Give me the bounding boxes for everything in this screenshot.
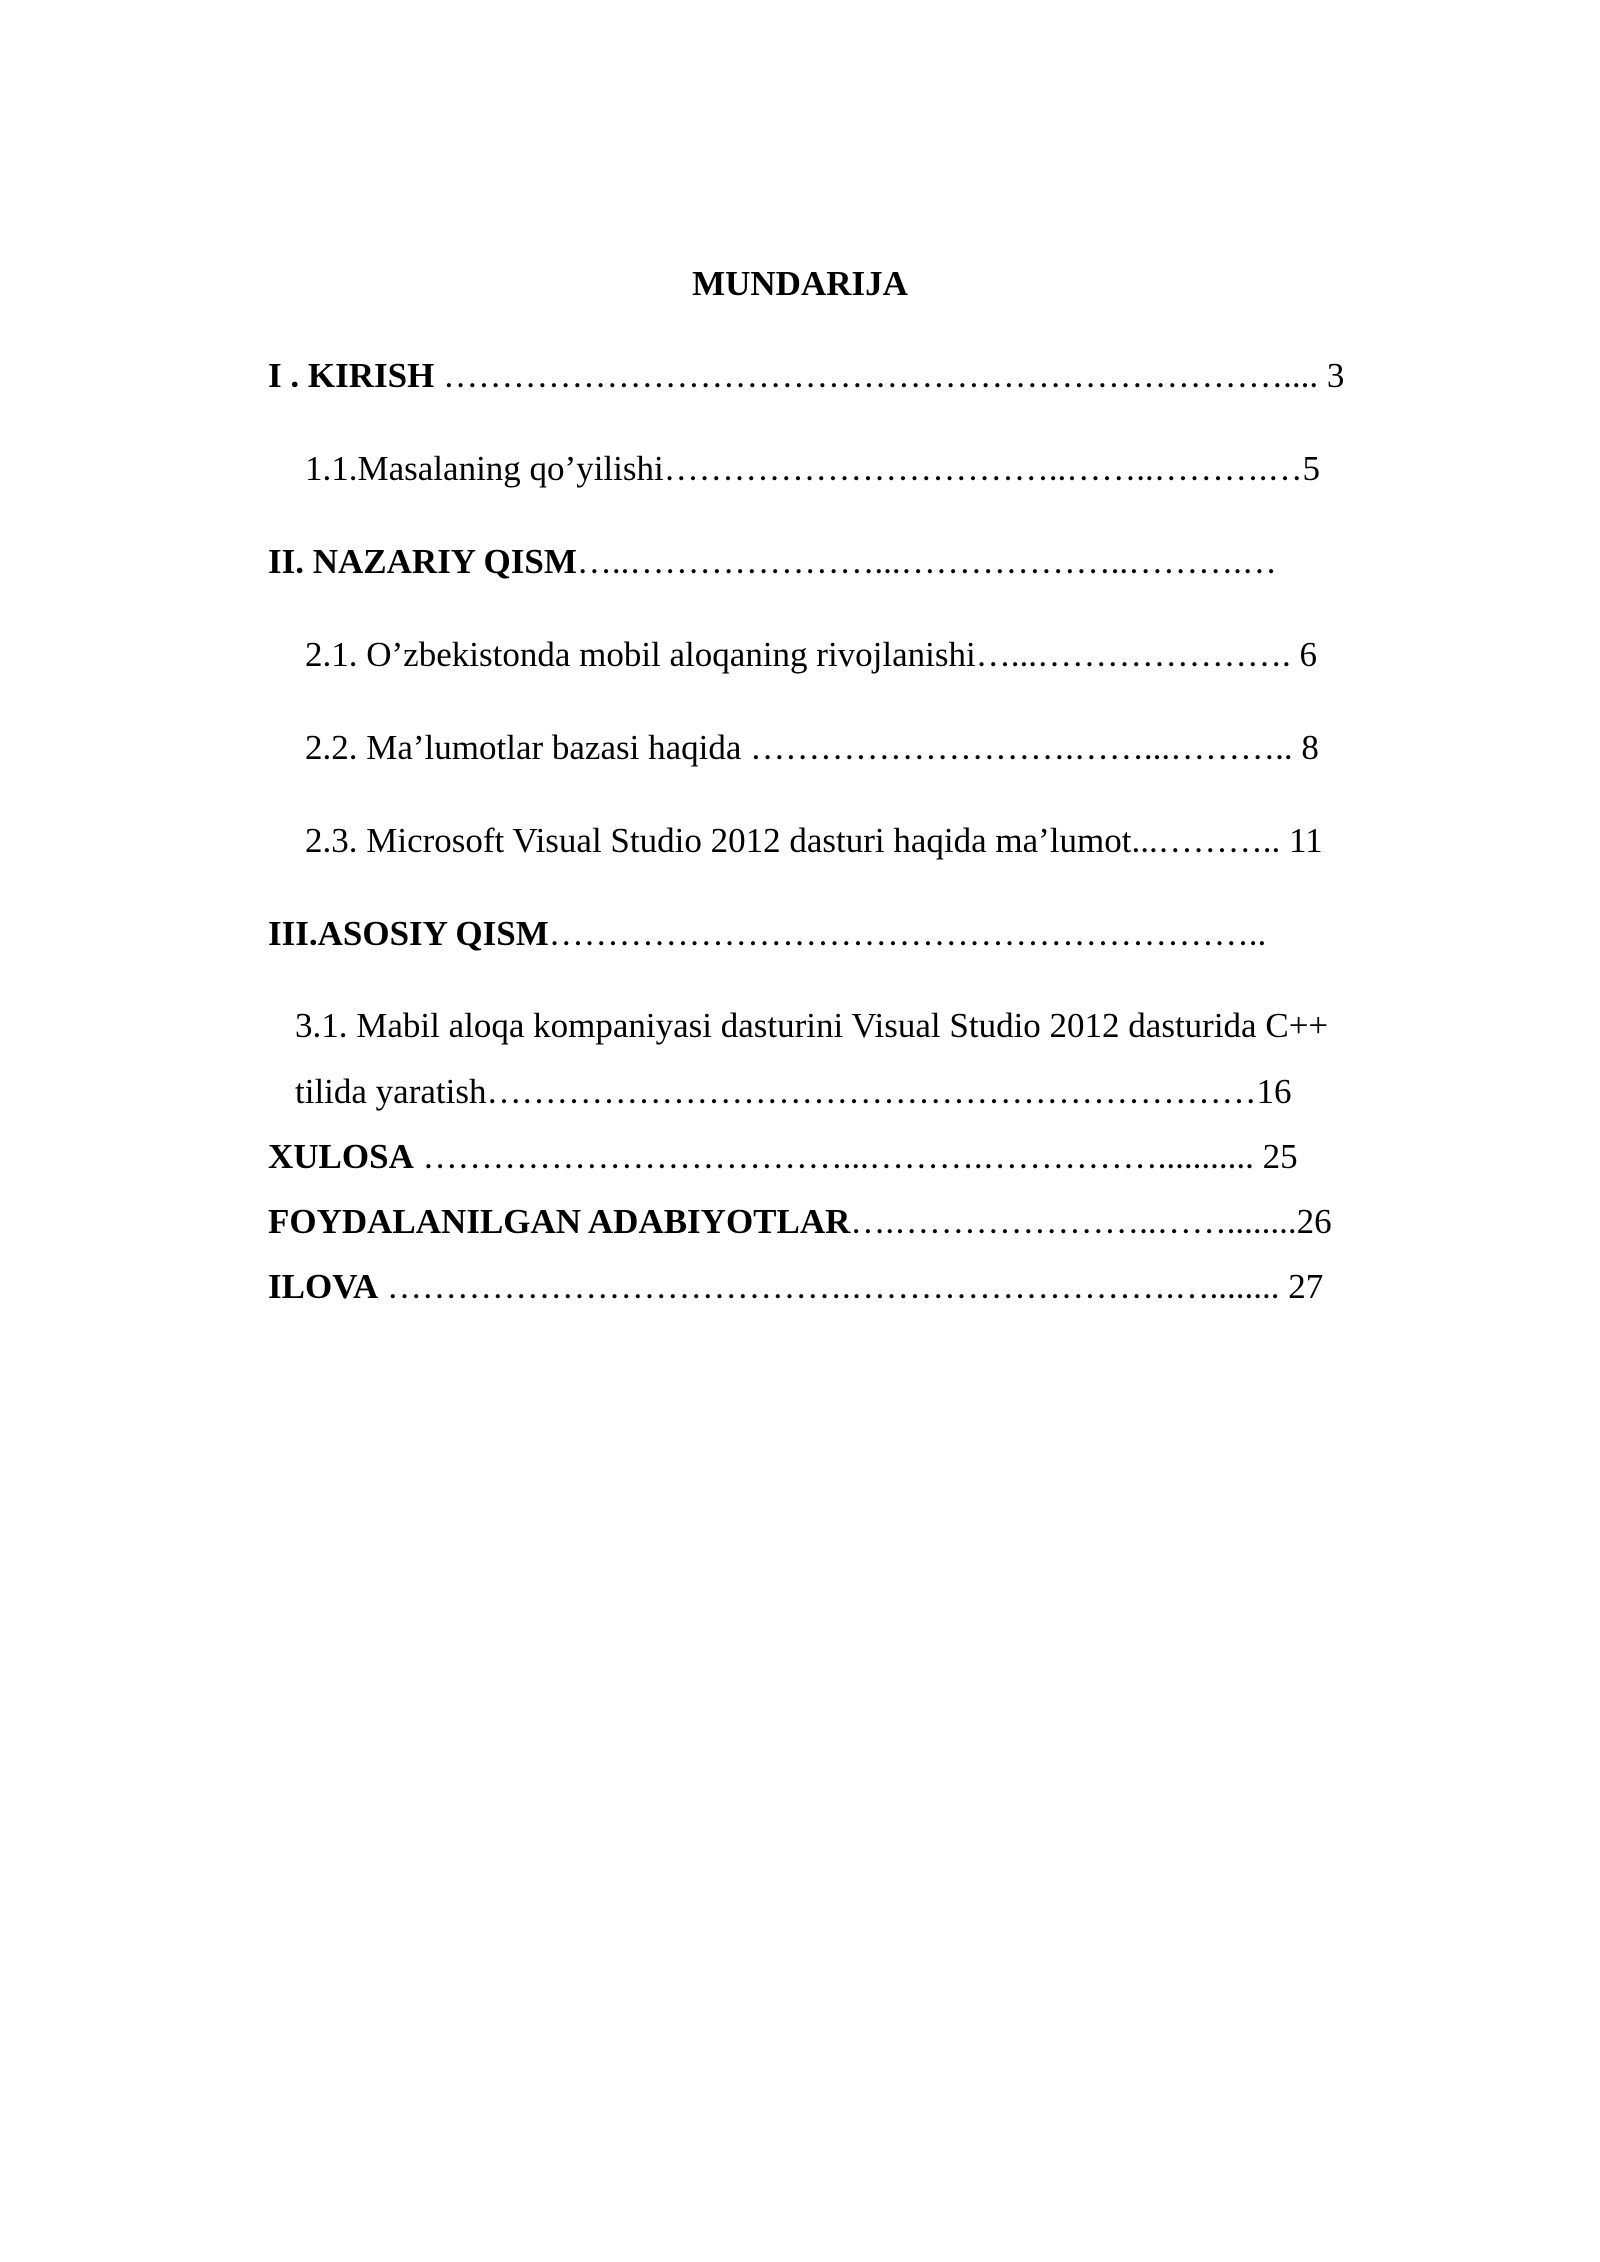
toc-entry-label: III.ASOSIY QISM bbox=[268, 914, 549, 953]
toc-page-number: 6 bbox=[1299, 635, 1317, 674]
toc-entry-2-3 bbox=[305, 819, 1323, 863]
toc-leader: …...…………………. bbox=[975, 635, 1300, 674]
toc-entry-label: XULOSA bbox=[268, 1137, 414, 1176]
toc-page-number: 5 bbox=[1302, 449, 1320, 488]
toc-entry-ilova bbox=[268, 1265, 1323, 1309]
toc-entry-2-2 bbox=[305, 726, 1319, 770]
toc-leader: ….…………………..……........ bbox=[850, 1202, 1297, 1241]
toc-leader: ……………………………………………………………….... bbox=[434, 356, 1327, 395]
toc-entry-label: ILOVA bbox=[268, 1267, 379, 1306]
toc-title: MUNDARIJA bbox=[692, 264, 908, 303]
toc-page-number: 8 bbox=[1301, 728, 1319, 767]
toc-entry-asosiy-qism bbox=[268, 912, 1266, 956]
toc-leader: ……………………………..……..……….… bbox=[663, 449, 1303, 488]
toc-entry-label: I . KIRISH bbox=[268, 356, 435, 395]
toc-leader: ……………………….……...……….. bbox=[741, 728, 1302, 767]
toc-leader: ………………………………...……….……………........... bbox=[413, 1137, 1263, 1176]
toc-leader: ...……….. bbox=[1131, 821, 1289, 860]
toc-entry-kirish bbox=[268, 354, 1344, 398]
toc-page-number: 3 bbox=[1326, 356, 1345, 395]
toc-leader: …………………………………………………….. bbox=[548, 914, 1267, 953]
toc-leader: …..…………………...………………..……….… bbox=[576, 542, 1277, 581]
toc-leader: ………………………………….……………………….…........ bbox=[378, 1267, 1289, 1306]
toc-entry-3-1-continued bbox=[295, 1070, 1291, 1114]
toc-entry-nazariy-qism bbox=[268, 540, 1277, 584]
toc-entry-label: 2.1. O’zbekistonda mobil aloqaning rivojlanishi bbox=[305, 635, 976, 674]
toc-entry-label: 3.1. Mabil aloqa kompaniyasi dasturini Visual Studio 2012 dasturida C++ bbox=[295, 1006, 1329, 1045]
toc-entry-3-1 bbox=[295, 1004, 1328, 1048]
toc-page-number: 26 bbox=[1296, 1202, 1332, 1241]
toc-entry-adabiyotlar bbox=[268, 1200, 1332, 1244]
toc-entry-label: FOYDALANILGAN ADABIYOTLAR bbox=[268, 1202, 851, 1241]
toc-entry-label: tilida yaratish bbox=[295, 1072, 487, 1111]
toc-entry-label: 1.1.Masalaning qo’yilishi bbox=[305, 449, 664, 488]
toc-entry-xulosa bbox=[268, 1135, 1298, 1179]
toc-page-number: 16 bbox=[1256, 1072, 1292, 1111]
toc-page-number: 27 bbox=[1288, 1267, 1324, 1306]
toc-entry-label: II. NAZARIY QISM bbox=[268, 542, 577, 581]
toc-page-number: 25 bbox=[1262, 1137, 1298, 1176]
toc-entry-2-1 bbox=[305, 633, 1317, 677]
toc-leader: ………………………………………………………… bbox=[486, 1072, 1257, 1111]
toc-entry-label: 2.3. Microsoft Visual Studio 2012 dasturi haqida ma’lumot bbox=[305, 821, 1132, 860]
toc-entry-1-1 bbox=[305, 447, 1320, 491]
toc-page-number: 11 bbox=[1288, 821, 1323, 860]
toc-entry-label: 2.2. Ma’lumotlar bazasi haqida bbox=[305, 728, 742, 767]
